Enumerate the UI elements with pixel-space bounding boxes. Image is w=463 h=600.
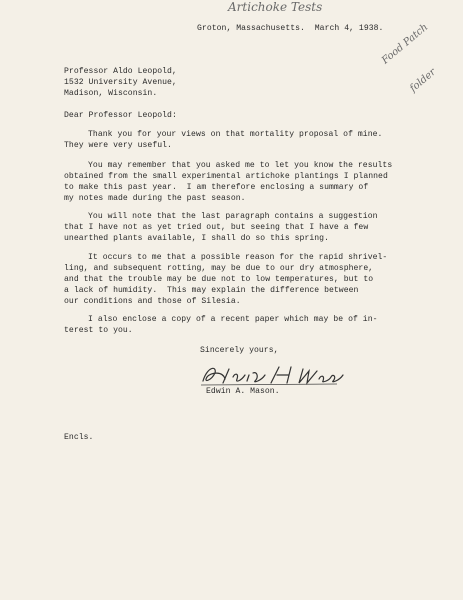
recipient-city: Madison, Wisconsin. bbox=[64, 89, 158, 98]
paragraph-3-line-1: You will note that the last paragraph contains a suggestion bbox=[88, 212, 378, 221]
paragraph-4-line-5: our conditions and those of Silesia. bbox=[64, 297, 241, 306]
paragraph-4-line-4: a lack of humidity. This may explain the difference between bbox=[64, 286, 359, 295]
paragraph-5-line-1: I also enclose a copy of a recent paper which may be of in- bbox=[88, 315, 378, 324]
paragraph-4-line-2: ling, and subsequent rotting, may be due to our dry atmosphere, bbox=[64, 264, 374, 273]
dateline: Groton, Massachusetts. March 4, 1938. bbox=[197, 24, 384, 33]
handwritten-margin-note-2: folder bbox=[408, 66, 439, 95]
handwritten-signature bbox=[197, 363, 347, 387]
salutation: Dear Professor Leopold: bbox=[64, 111, 177, 120]
enclosure-note: Encls. bbox=[64, 433, 94, 442]
closing: Sincerely yours, bbox=[200, 346, 279, 355]
recipient-street: 1532 University Avenue, bbox=[64, 78, 177, 87]
paragraph-2-line-2: obtained from the small experimental artichoke plantings I planned bbox=[64, 172, 388, 181]
paragraph-3-line-3: unearthed plants available, I shall do so this spring. bbox=[64, 234, 329, 243]
paragraph-1-line-1: Thank you for your views on that mortality proposal of mine. bbox=[88, 130, 383, 139]
signer-typed-name: Edwin A. Mason. bbox=[206, 387, 280, 396]
paragraph-4-line-1: It occurs to me that a possible reason for the rapid shrivel- bbox=[88, 253, 388, 262]
paragraph-2-line-3: to make this past year. I am therefore enclosing a summary of bbox=[64, 183, 369, 192]
paragraph-5-line-2: terest to you. bbox=[64, 326, 133, 335]
paragraph-4-line-3: and that the trouble may be due not to low temperatures, but to bbox=[64, 275, 374, 284]
paragraph-2-line-4: my notes made during the past season. bbox=[64, 194, 246, 203]
paragraph-2-line-1: You may remember that you asked me to let you know the results bbox=[88, 161, 393, 170]
paragraph-1-line-2: They were very useful. bbox=[64, 141, 172, 150]
paragraph-3-line-2: that I have not as yet tried out, but seeing that I have a few bbox=[64, 223, 369, 232]
handwritten-title: Artichoke Tests bbox=[228, 0, 323, 14]
recipient-name: Professor Aldo Leopold, bbox=[64, 67, 177, 76]
handwritten-margin-note-1: Food Patch bbox=[380, 21, 431, 67]
